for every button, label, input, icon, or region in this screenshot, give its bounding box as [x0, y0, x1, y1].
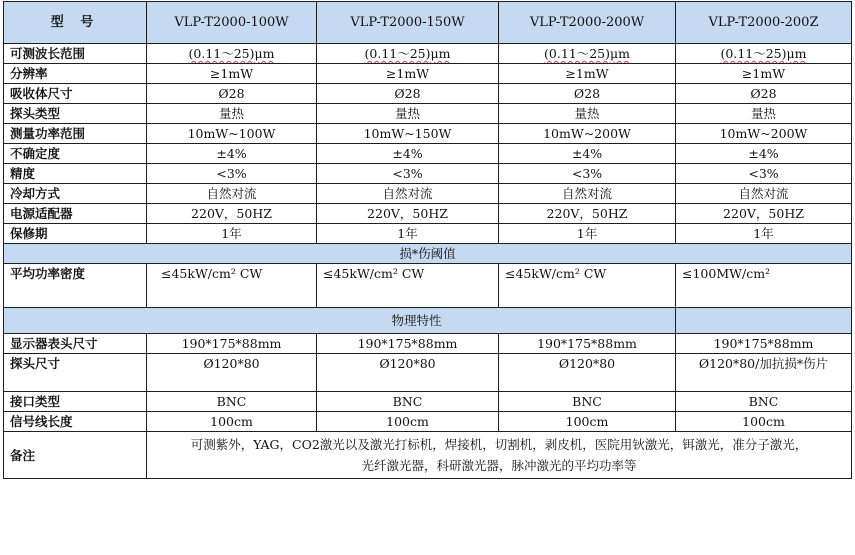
header-row [4, 2, 852, 44]
spec-row [4, 204, 852, 224]
physical-row-label: 显示器表头尺寸 [4, 334, 147, 354]
spec-row-label: 精度 [4, 164, 147, 184]
physical-value: BNC [147, 392, 317, 412]
spec-row-label: 分辨率 [4, 64, 147, 84]
physical-value: 190*175*88mm [499, 334, 676, 354]
physical-row [4, 392, 852, 412]
spec-row [4, 184, 852, 204]
spec-value: 量热 [317, 104, 499, 124]
spec-row [4, 44, 852, 64]
spec-value: <3% [676, 164, 852, 184]
model-name: VLP-T2000-150W [317, 2, 499, 44]
spec-value: ≥1mW [676, 64, 852, 84]
spec-value: ±4% [499, 144, 676, 164]
spec-value: 自然对流 [499, 184, 676, 204]
notes-row [4, 432, 852, 479]
spec-value: <3% [499, 164, 676, 184]
spec-value: Ø28 [147, 84, 317, 104]
spec-value: (0.11～25)μm [317, 44, 499, 64]
spec-value: 10mW~150W [317, 124, 499, 144]
physical-row-label: 探头尺寸 [4, 354, 147, 392]
spec-value: (0.11～25)μm [676, 44, 852, 64]
damage-value: ≤100MW/cm² [676, 264, 852, 308]
damage-value: ≤45kW/cm² CW [499, 264, 676, 308]
physical-row [4, 334, 852, 354]
notes-text: 可测紫外，YAG，CO2激光以及激光打标机，焊接机，切割机，剥皮机，医院用钬激光，铒激光，准分子激光，光纤激光器，科研激光器，脉冲激光的平均功率等 [190, 437, 808, 473]
physical-value: 190*175*88mm [317, 334, 499, 354]
physical-value: 100cm [317, 412, 499, 432]
physical-row-label: 接口类型 [4, 392, 147, 412]
model-name: VLP-T2000-200Z [676, 2, 852, 44]
spec-row-label: 测量功率范围 [4, 124, 147, 144]
spec-value: 1年 [317, 224, 499, 244]
spec-row [4, 84, 852, 104]
spec-value: ≥1mW [317, 64, 499, 84]
spec-value: 量热 [676, 104, 852, 124]
spec-row-label: 电源适配器 [4, 204, 147, 224]
spec-row-label: 冷却方式 [4, 184, 147, 204]
physical-section-blank [676, 308, 852, 334]
spec-value: 220V，50HZ [147, 204, 317, 224]
spec-value: Ø28 [676, 84, 852, 104]
damage-section-title: 损*伤阈值 [4, 244, 852, 264]
spec-row [4, 64, 852, 84]
spec-row [4, 104, 852, 124]
physical-rows [4, 334, 852, 432]
notes-cell [147, 432, 852, 479]
spec-value: 量热 [499, 104, 676, 124]
spec-value: 10mW~100W [147, 124, 317, 144]
model-name: VLP-T2000-100W [147, 2, 317, 44]
model-name: VLP-T2000-200W [499, 2, 676, 44]
spec-value: 1年 [499, 224, 676, 244]
spec-value: ≥1mW [147, 64, 317, 84]
spec-value: 220V，50HZ [317, 204, 499, 224]
spec-row [4, 124, 852, 144]
notes-label: 备注 [4, 432, 147, 479]
spec-rows [4, 44, 852, 244]
spec-value: ≥1mW [499, 64, 676, 84]
spec-row-label: 吸收体尺寸 [4, 84, 147, 104]
spec-value: ±4% [676, 144, 852, 164]
spec-row-label: 保修期 [4, 224, 147, 244]
spec-value: 量热 [147, 104, 317, 124]
spec-value: 1年 [147, 224, 317, 244]
physical-row-label: 信号线长度 [4, 412, 147, 432]
physical-section-title: 物理特性 [4, 308, 676, 334]
spec-value: ±4% [147, 144, 317, 164]
spec-value: 自然对流 [676, 184, 852, 204]
spec-table [3, 1, 852, 479]
physical-value: Ø120*80 [317, 354, 499, 392]
spec-value: 10mW~200W [676, 124, 852, 144]
physical-value: 190*175*88mm [676, 334, 852, 354]
physical-value: Ø120*80/加抗损*伤片 [676, 354, 852, 392]
physical-value: BNC [317, 392, 499, 412]
damage-value: ≤45kW/cm² CW [317, 264, 499, 308]
spec-row-label: 不确定度 [4, 144, 147, 164]
spec-value: 自然对流 [147, 184, 317, 204]
damage-row-label: 平均功率密度 [4, 264, 147, 308]
spec-row [4, 164, 852, 184]
spec-row [4, 144, 852, 164]
physical-section-header [4, 308, 852, 334]
physical-value: Ø120*80 [499, 354, 676, 392]
spec-value: 自然对流 [317, 184, 499, 204]
physical-value: 100cm [147, 412, 317, 432]
spec-value: <3% [317, 164, 499, 184]
damage-section-header [4, 244, 852, 264]
spec-row-label: 可测波长范围 [4, 44, 147, 64]
spec-value: 1年 [676, 224, 852, 244]
physical-value: 190*175*88mm [147, 334, 317, 354]
spec-value: (0.11～25)μm [499, 44, 676, 64]
spec-value: <3% [147, 164, 317, 184]
spec-value: ±4% [317, 144, 499, 164]
spec-value: Ø28 [317, 84, 499, 104]
damage-row [4, 264, 852, 308]
physical-value: 100cm [499, 412, 676, 432]
physical-value: BNC [676, 392, 852, 412]
spec-value: 220V，50HZ [499, 204, 676, 224]
spec-value: Ø28 [499, 84, 676, 104]
spec-row [4, 224, 852, 244]
physical-value: Ø120*80 [147, 354, 317, 392]
header-label: 型 号 [4, 2, 147, 44]
physical-row [4, 354, 852, 392]
physical-row [4, 412, 852, 432]
spec-value: 10mW~200W [499, 124, 676, 144]
spec-value: 220V，50HZ [676, 204, 852, 224]
spec-value: (0.11～25)μm [147, 44, 317, 64]
damage-value: ≤45kW/cm² CW [147, 264, 317, 308]
physical-value: BNC [499, 392, 676, 412]
spec-row-label: 探头类型 [4, 104, 147, 124]
physical-value: 100cm [676, 412, 852, 432]
